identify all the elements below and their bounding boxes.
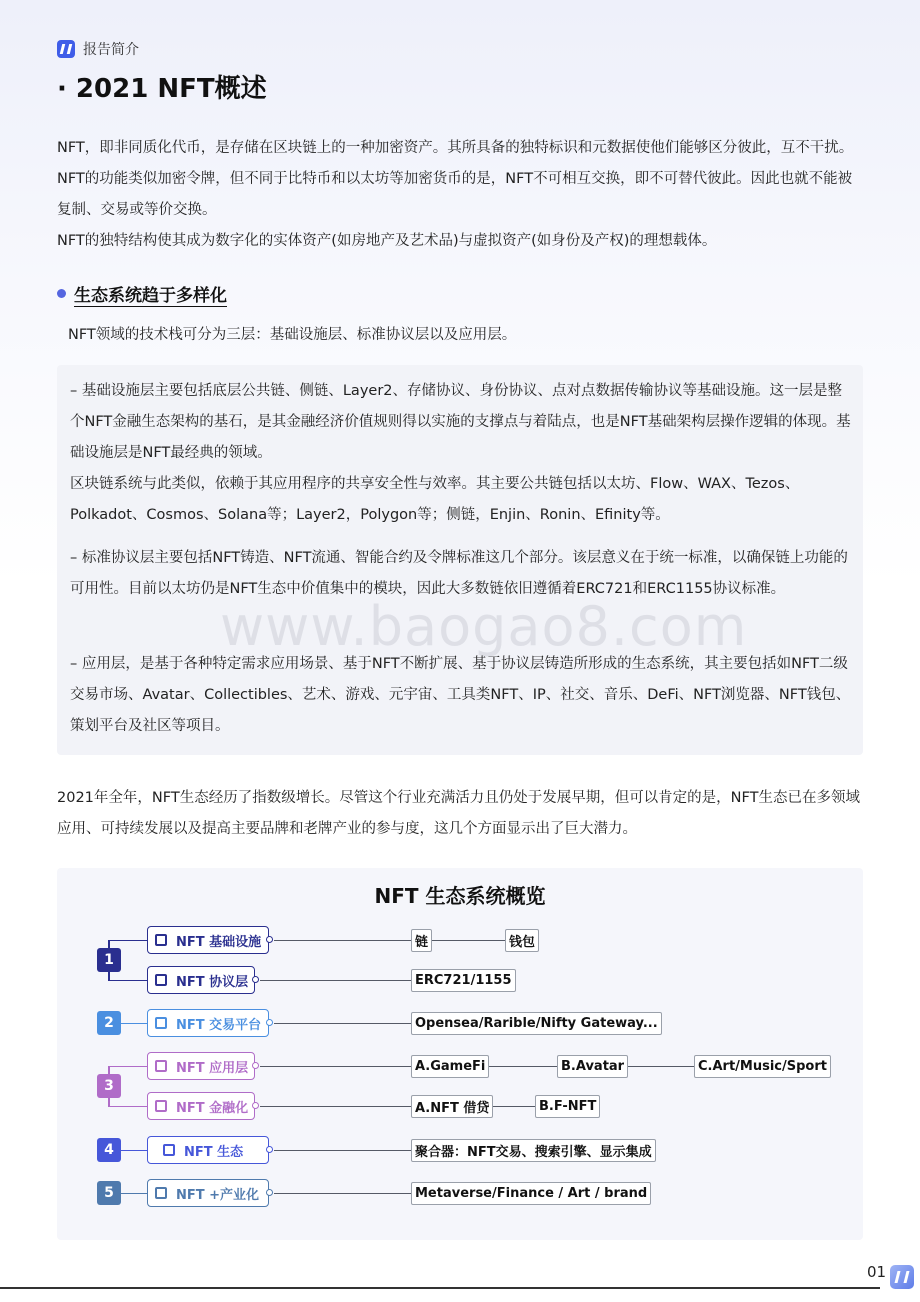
connector-line: [274, 1150, 411, 1151]
category-nft-finance: [147, 1092, 255, 1120]
tag-marketplaces: Opensea/Rarible/Nifty Gateway...: [411, 1012, 662, 1035]
brand-label: 报告简介: [83, 42, 139, 58]
connector-dot: [252, 976, 259, 983]
coin-stack-icon: [154, 1099, 168, 1113]
brand-header: [57, 39, 139, 59]
category-label: NFT 生态: [184, 1144, 244, 1160]
group-1-bracket-bottom: [108, 980, 147, 981]
connector-line: [431, 940, 505, 941]
connector-line: [274, 1193, 411, 1194]
diagram-title: NFT 生态系统概览: [374, 884, 546, 908]
page-title: · 2021 NFT概述: [57, 74, 267, 104]
monitor-icon: [154, 1016, 168, 1030]
group-3-bracket-bottom: [108, 1106, 147, 1107]
connector-dot: [266, 1146, 273, 1153]
connector-line: [618, 1066, 694, 1067]
phone-icon: [154, 1059, 168, 1073]
tag-chain: 链: [411, 929, 432, 952]
category-label: NFT +产业化: [176, 1187, 260, 1203]
ecosystem-icon: [162, 1143, 176, 1157]
category-nft-industrialization: [147, 1179, 269, 1207]
tag-aggregator: 聚合器：NFT交易、搜索引擎、显示集成: [411, 1139, 656, 1162]
corner-logo-icon: [890, 1265, 914, 1289]
group-4-link: [120, 1150, 147, 1151]
section-subtitle: NFT领域的技术栈可分为三层：基础设施层、标准协议层以及应用层。: [68, 327, 517, 343]
tag-wallet: 钱包: [505, 929, 539, 952]
group-4-number: 4: [97, 1138, 121, 1162]
connector-dot: [266, 1189, 273, 1196]
connector-line: [260, 1106, 411, 1107]
brand-logo-icon: [57, 40, 75, 58]
intro-paragraph-2: NFT的独特结构使其成为数字化的实体资产(如房地产及艺术品)与虚拟资产(如身份及产权)的理想载体。: [57, 233, 717, 249]
category-label: NFT 协议层: [176, 974, 249, 990]
connector-line: [488, 1106, 535, 1107]
group-3-number: 3: [97, 1074, 121, 1098]
connector-dot: [266, 1019, 273, 1026]
tag-nft-lending: A.NFT 借贷: [411, 1095, 493, 1118]
tag-gamefi: A.GameFi: [411, 1055, 489, 1078]
group-1-number: 1: [97, 948, 121, 972]
category-label: NFT 基础设施: [176, 934, 262, 950]
page-number: 01: [867, 1263, 887, 1281]
category-label: NFT 金融化: [176, 1100, 249, 1116]
connector-dot: [252, 1062, 259, 1069]
category-nft-protocol: [147, 966, 255, 994]
section-heading: [57, 281, 227, 306]
group-3-bracket-top: [108, 1066, 147, 1067]
group-2-link: [120, 1023, 147, 1024]
tag-avatar: B.Avatar: [557, 1055, 628, 1078]
category-label: NFT 交易平台: [176, 1017, 262, 1033]
group-2-number: 2: [97, 1011, 121, 1035]
connector-line: [260, 980, 411, 981]
tag-erc-standard: ERC721/1155: [411, 969, 516, 992]
layer-infrastructure-text: – 基础设施层主要包括底层公共链、侧链、Layer2、存储协议、身份协议、点对点数据传输协议等基础设施。这一层是整个NFT金融生态架构的基石，是其金融经济价值规则得以实施的支撑点与着陆点，也是NFT基础架构层操作逻辑的体现。基础设施层是NFT最经典的领域。: [70, 383, 851, 461]
connector-dot: [266, 936, 273, 943]
connector-line: [260, 1066, 411, 1067]
group-5-link: [120, 1193, 147, 1194]
layer-protocol-text: – 标准协议层主要包括NFT铸造、NFT流通、智能合约及令牌标准这几个部分。该层意义在于统一标准，以确保链上功能的可用性。目前以太坊仍是NFT生态中价值集中的模块，因此大多数链依旧遵循着ERC721和ERC1155协议标准。: [70, 550, 848, 597]
category-label: NFT 应用层: [176, 1060, 249, 1076]
category-nft-application: [147, 1052, 255, 1080]
layer-blockchain-text: 区块链系统与此类似，依赖于其应用程序的共享安全性与效率。其主要公共链包括以太坊、Flow、WAX、Tezos、Polkadot、Cosmos、Solana等；Layer2，Polygon等；侧链，Enjin、Ronin、Efinity等。: [70, 476, 800, 523]
connector-line: [274, 1023, 411, 1024]
category-nft-infrastructure: [147, 926, 269, 954]
tag-fnft: B.F-NFT: [535, 1095, 600, 1118]
watermark: www.baogao8.com: [220, 595, 748, 658]
bullet-dot-icon: [57, 289, 66, 298]
connector-line: [274, 940, 411, 941]
category-nft-marketplace: [147, 1009, 269, 1037]
connector-line: [480, 1066, 557, 1067]
category-nft-ecosystem: [147, 1136, 269, 1164]
connector-dot: [252, 1102, 259, 1109]
intro-paragraph-1: NFT，即非同质化代币，是存储在区块链上的一种加密资产。其所具备的独特标识和元数据使他们能够区分彼此，互不干扰。NFT的功能类似加密令牌，但不同于比特币和以太坊等加密货币的是，NFT不可相互交换，即不可替代彼此。因此也就不能被复制、交易或等价交换。: [57, 140, 854, 218]
briefcase-icon: [154, 1186, 168, 1200]
group-5-number: 5: [97, 1181, 121, 1205]
bank-icon: [154, 933, 168, 947]
summary-paragraph: 2021年全年，NFT生态经历了指数级增长。尽管这个行业充满活力且仍处于发展早期，但可以肯定的是，NFT生态已在多领域应用、可持续发展以及提高主要品牌和老牌产业的参与度，这几个方面显示出了巨大潜力。: [57, 790, 860, 837]
tag-metaverse: Metaverse/Finance / Art / brand: [411, 1182, 651, 1205]
section-title: 生态系统趋于多样化: [74, 286, 227, 306]
group-1-bracket-top: [108, 940, 147, 941]
document-icon: [154, 973, 168, 987]
layer-application-text: – 应用层，是基于各种特定需求应用场景、基于NFT不断扩展、基于协议层铸造所形成的生态系统，其主要包括如NFT二级交易市场、Avatar、Collectibles、艺术、游戏、元宇宙、工具类NFT、IP、社交、音乐、DeFi、NFT浏览器、NFT钱包、策划平台及社区等项目。: [70, 656, 851, 734]
footer-divider: [0, 1287, 880, 1289]
tag-art-music-sport: C.Art/Music/Sport: [694, 1055, 831, 1078]
